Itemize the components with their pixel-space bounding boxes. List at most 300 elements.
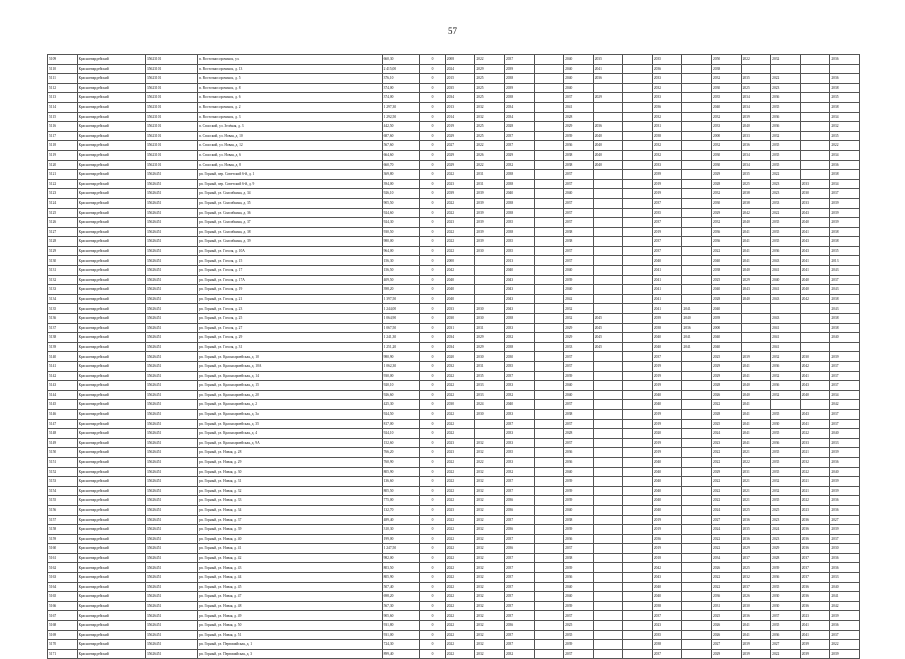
table-cell: [623, 266, 653, 276]
table-cell: 2038: [504, 179, 534, 189]
table-row: [48, 122, 860, 132]
table-cell: 2038: [564, 160, 594, 170]
table-cell: 0: [420, 352, 446, 362]
table-cell: 0: [420, 390, 446, 400]
table-cell: 35626451: [145, 333, 197, 343]
table-cell: [534, 74, 564, 84]
table-cell: 2031: [712, 601, 742, 611]
table-cell: [682, 352, 712, 362]
table-cell: 2023: [800, 505, 830, 515]
table-cell: [682, 294, 712, 304]
table-cell: 2030: [800, 352, 830, 362]
table-cell: Красногвардейский: [77, 534, 145, 544]
table-cell: 2025: [712, 611, 742, 621]
table-cell: [800, 323, 830, 333]
table-cell: 2023: [445, 179, 475, 189]
table-row: [48, 525, 860, 535]
table-cell: 2043: [800, 409, 830, 419]
table-row: [48, 102, 860, 112]
table-cell: рп. Горный, ул. Красноармейская, д. 15: [197, 381, 382, 391]
table-cell: 2041: [830, 592, 860, 602]
table-cell: 2035: [830, 131, 860, 141]
table-cell: 2032: [771, 131, 801, 141]
table-cell: 2037: [652, 611, 682, 621]
table-cell: 156,30: [382, 256, 420, 266]
table-cell: 2039: [652, 170, 682, 180]
table-cell: 2018: [652, 553, 682, 563]
table-cell: [741, 314, 771, 324]
table-cell: 5134: [48, 294, 78, 304]
table-cell: 2042: [564, 294, 594, 304]
table-cell: 660,30: [382, 55, 420, 65]
table-cell: рп. Горный, ул. Гоголя, д. 21: [197, 294, 382, 304]
table-cell: 2039: [475, 218, 505, 228]
table-cell: 2035: [504, 448, 534, 458]
table-cell: 2041: [741, 237, 771, 247]
table-cell: 2030: [712, 150, 742, 160]
table-cell: [623, 573, 653, 583]
table-cell: 2041: [800, 419, 830, 429]
table-cell: 2022: [475, 160, 505, 170]
table-cell: Красногвардейский: [77, 400, 145, 410]
table-cell: 2038: [830, 102, 860, 112]
table-cell: 2036: [504, 505, 534, 515]
table-cell: 0: [420, 208, 446, 218]
table-cell: [534, 122, 564, 132]
table-cell: [623, 256, 653, 266]
table-cell: 2022: [445, 371, 475, 381]
table-row: [48, 304, 860, 314]
table-cell: [682, 208, 712, 218]
table-cell: 156,50: [382, 266, 420, 276]
table-row: [48, 170, 860, 180]
table-cell: 0: [420, 74, 446, 84]
table-cell: [623, 112, 653, 122]
table-cell: 2032: [475, 534, 505, 544]
table-cell: Красногвардейский: [77, 294, 145, 304]
table-cell: 2037: [564, 198, 594, 208]
table-cell: п. Восточносорочинск, д. 8: [197, 83, 382, 93]
table-cell: Красногвардейский: [77, 275, 145, 285]
table-cell: рп. Горный, ул. Красноармейская, д. 20: [197, 390, 382, 400]
table-cell: 35623101: [145, 55, 197, 65]
table-row: [48, 505, 860, 515]
table-cell: 982,00: [382, 553, 420, 563]
table-cell: 2022: [445, 486, 475, 496]
table-cell: 2034: [504, 102, 534, 112]
table-cell: 5151: [48, 457, 78, 467]
table-cell: 2040: [712, 285, 742, 295]
table-cell: 2036: [771, 573, 801, 583]
table-cell: рп. Горный, ул. Гоголя, д. 25: [197, 314, 382, 324]
table-cell: 2031: [652, 122, 682, 132]
table-cell: 2032: [741, 573, 771, 583]
table-cell: 2038: [830, 83, 860, 93]
table-cell: 2039: [741, 649, 771, 659]
table-cell: Красногвардейский: [77, 323, 145, 333]
table-cell: [593, 573, 623, 583]
table-cell: 35623101: [145, 160, 197, 170]
table-cell: 2022: [445, 515, 475, 525]
table-cell: рп. Горный, ул. Новая, д. 44: [197, 573, 382, 583]
table-cell: 2036: [504, 621, 534, 631]
table-cell: [534, 275, 564, 285]
table-cell: 2038: [504, 198, 534, 208]
table-cell: 5156: [48, 505, 78, 515]
table-cell: 2033: [652, 93, 682, 103]
table-cell: 1 244,00: [382, 304, 420, 314]
table-cell: [534, 582, 564, 592]
table-row: [48, 141, 860, 151]
table-cell: 2022: [771, 649, 801, 659]
table-cell: 2022: [445, 534, 475, 544]
table-cell: 2035: [771, 409, 801, 419]
table-cell: 35626451: [145, 534, 197, 544]
table-cell: [682, 141, 712, 151]
table-cell: [682, 74, 712, 84]
table-cell: 2030: [445, 314, 475, 324]
table-cell: [534, 505, 564, 515]
table-cell: 2036: [771, 630, 801, 640]
table-cell: [682, 218, 712, 228]
table-cell: [534, 496, 564, 506]
table-cell: 2041: [741, 630, 771, 640]
table-cell: 5148: [48, 429, 78, 439]
table-cell: [475, 285, 505, 295]
table-cell: 2035: [830, 246, 860, 256]
table-cell: 2037: [830, 409, 860, 419]
table-row: [48, 611, 860, 621]
table-cell: 0: [420, 150, 446, 160]
table-cell: 2040: [445, 275, 475, 285]
table-cell: 2032: [475, 525, 505, 535]
table-cell: 35626451: [145, 179, 197, 189]
table-cell: [593, 630, 623, 640]
table-row: [48, 285, 860, 295]
table-cell: 442,50: [382, 122, 420, 132]
table-cell: [475, 256, 505, 266]
table-cell: [534, 256, 564, 266]
table-cell: [741, 342, 771, 352]
table-cell: 35626451: [145, 170, 197, 180]
table-cell: 664,60: [382, 150, 420, 160]
table-cell: Красногвардейский: [77, 611, 145, 621]
table-cell: 5152: [48, 467, 78, 477]
table-cell: [682, 83, 712, 93]
table-cell: 2029: [741, 275, 771, 285]
table-cell: 2022: [445, 592, 475, 602]
table-cell: 35626451: [145, 649, 197, 659]
table-cell: 2039: [475, 198, 505, 208]
table-cell: 2041: [800, 256, 830, 266]
table-cell: 35626451: [145, 505, 197, 515]
table-cell: 2039: [475, 227, 505, 237]
table-cell: 2040: [800, 390, 830, 400]
table-cell: 2019: [652, 179, 682, 189]
table-cell: 0: [420, 112, 446, 122]
table-cell: 0: [420, 477, 446, 487]
table-cell: 2041: [741, 256, 771, 266]
table-cell: 35626451: [145, 630, 197, 640]
table-cell: [534, 601, 564, 611]
table-cell: 2022: [712, 246, 742, 256]
table-cell: 2037: [504, 553, 534, 563]
table-cell: 2040: [712, 102, 742, 112]
table-cell: 2025: [475, 131, 505, 141]
table-cell: [593, 170, 623, 180]
table-cell: 2037: [504, 601, 534, 611]
table-cell: 0: [420, 333, 446, 343]
table-cell: 2043: [652, 573, 682, 583]
table-cell: 0: [420, 563, 446, 573]
table-cell: [623, 438, 653, 448]
table-cell: 0: [420, 429, 446, 439]
table-cell: 2033: [504, 438, 534, 448]
table-cell: 2036: [652, 64, 682, 74]
table-cell: [830, 342, 860, 352]
table-cell: 2021: [741, 477, 771, 487]
table-cell: 2037: [652, 649, 682, 659]
table-cell: рп. Горный, пер. Советский 6-й, д. 9: [197, 179, 382, 189]
table-cell: 930,00: [382, 371, 420, 381]
table-cell: 35626451: [145, 381, 197, 391]
table-cell: [623, 55, 653, 65]
table-cell: 2032: [564, 314, 594, 324]
table-cell: 2022: [800, 429, 830, 439]
table-cell: 2036: [830, 553, 860, 563]
table-cell: 2023: [771, 189, 801, 199]
table-cell: рп. Горный, ул. Спасибкина, д. 35: [197, 198, 382, 208]
table-cell: 2037: [504, 419, 534, 429]
table-cell: 5110: [48, 64, 78, 74]
table-cell: 2040: [712, 304, 742, 314]
table-cell: 2041: [800, 266, 830, 276]
table-row: [48, 150, 860, 160]
table-cell: 35623101: [145, 131, 197, 141]
table-cell: 35623101: [145, 83, 197, 93]
table-cell: 2022: [445, 457, 475, 467]
table-cell: 2008: [445, 55, 475, 65]
table-cell: Красногвардейский: [77, 93, 145, 103]
table-cell: [534, 381, 564, 391]
table-cell: 2022: [445, 601, 475, 611]
table-cell: 2022: [771, 74, 801, 84]
table-cell: 2020: [445, 352, 475, 362]
table-cell: 2031: [445, 323, 475, 333]
table-cell: [830, 64, 860, 74]
table-cell: 2023: [445, 505, 475, 515]
table-cell: [534, 141, 564, 151]
table-cell: [593, 304, 623, 314]
table-cell: 2039: [800, 649, 830, 659]
table-cell: 2036: [652, 534, 682, 544]
table-cell: рп. Горный, ул. Красноармейская, д. 10А: [197, 362, 382, 372]
table-cell: [534, 294, 564, 304]
table-cell: 2041: [741, 400, 771, 410]
table-cell: 926,10: [382, 189, 420, 199]
table-cell: 0: [420, 649, 446, 659]
table-cell: [623, 381, 653, 391]
table-cell: 660,70: [382, 160, 420, 170]
table-cell: 2027: [445, 141, 475, 151]
table-cell: 2032: [504, 160, 534, 170]
table-cell: [593, 553, 623, 563]
table-cell: [534, 400, 564, 410]
table-cell: 35626451: [145, 544, 197, 554]
table-cell: 152,60: [382, 438, 420, 448]
table-cell: 2032: [712, 74, 742, 84]
table-cell: 2040: [504, 189, 534, 199]
table-cell: 2039: [504, 83, 534, 93]
table-cell: 2036: [564, 457, 594, 467]
table-cell: [682, 246, 712, 256]
table-cell: рп. Горный, ул. Красноармейская, д. 14: [197, 371, 382, 381]
table-cell: 2040: [564, 266, 594, 276]
table-cell: 2040: [564, 285, 594, 295]
table-cell: [475, 429, 505, 439]
table-cell: 2024: [475, 400, 505, 410]
table-cell: 0: [420, 409, 446, 419]
table-row: [48, 477, 860, 487]
table-cell: 2040: [652, 486, 682, 496]
table-cell: 2042: [830, 400, 860, 410]
table-cell: 2032: [445, 362, 475, 372]
table-cell: 2041: [682, 342, 712, 352]
table-cell: 2025: [712, 352, 742, 362]
table-cell: 2036: [741, 141, 771, 151]
table-cell: 1 062,30: [382, 362, 420, 372]
table-cell: 376,10: [382, 74, 420, 84]
table-cell: 35626451: [145, 285, 197, 295]
table-cell: [682, 448, 712, 458]
table-cell: 2022: [445, 525, 475, 535]
table-cell: 2034: [830, 150, 860, 160]
table-cell: 924,60: [382, 208, 420, 218]
table-cell: 2040: [564, 505, 594, 515]
table-cell: 5119: [48, 150, 78, 160]
table-cell: Красногвардейский: [77, 112, 145, 122]
table-cell: 2031: [741, 467, 771, 477]
table-cell: 2037: [652, 237, 682, 247]
table-cell: [593, 266, 623, 276]
table-cell: 0: [420, 553, 446, 563]
table-cell: рп. Горный, ул. Новая, д. 49: [197, 611, 382, 621]
table-cell: [623, 630, 653, 640]
table-cell: [534, 189, 564, 199]
table-cell: 2039: [564, 371, 594, 381]
table-cell: [623, 640, 653, 650]
table-cell: рп. Горный, ул. Спасибкина, д. 36: [197, 208, 382, 218]
table-cell: 2035: [564, 630, 594, 640]
table-cell: 2025: [741, 505, 771, 515]
table-cell: рп. Горный, ул. Красноармейская, д. 4: [197, 429, 382, 439]
table-cell: [682, 64, 712, 74]
table-cell: 2033: [800, 179, 830, 189]
table-cell: 0: [420, 448, 446, 458]
table-cell: 2039: [564, 525, 594, 535]
table-cell: 5146: [48, 409, 78, 419]
table-cell: 724,30: [382, 640, 420, 650]
table-cell: 2039: [564, 131, 594, 141]
table-cell: 2037: [504, 371, 534, 381]
table-cell: 2034: [830, 390, 860, 400]
table-cell: п. Восточносорочинск, д. 2: [197, 102, 382, 112]
table-cell: 2032: [771, 486, 801, 496]
table-cell: 2028: [771, 553, 801, 563]
table-cell: [623, 448, 653, 458]
table-cell: Красногвардейский: [77, 496, 145, 506]
table-cell: 2037: [564, 649, 594, 659]
table-cell: 2036: [800, 582, 830, 592]
table-cell: 2039: [564, 640, 594, 650]
table-cell: 2040: [652, 477, 682, 487]
table-cell: Красногвардейский: [77, 582, 145, 592]
table-cell: 2043: [771, 294, 801, 304]
table-cell: 2019: [652, 515, 682, 525]
table-cell: 0: [420, 544, 446, 554]
table-cell: 2029: [712, 467, 742, 477]
table-cell: рп. Горный, ул. Новая, д. 37: [197, 515, 382, 525]
table-cell: [623, 218, 653, 228]
table-cell: 2035: [771, 150, 801, 160]
table-row: [48, 515, 860, 525]
table-cell: 2022: [445, 640, 475, 650]
table-cell: 0: [420, 141, 446, 151]
table-cell: [534, 160, 564, 170]
table-cell: 35626451: [145, 227, 197, 237]
table-cell: 507,40: [382, 582, 420, 592]
table-cell: [593, 198, 623, 208]
table-cell: 2032: [475, 467, 505, 477]
table-cell: 2 415,00: [382, 64, 420, 74]
table-cell: 2029: [741, 544, 771, 554]
table-cell: 980,90: [382, 352, 420, 362]
table-cell: 35623101: [145, 64, 197, 74]
table-cell: 0: [420, 400, 446, 410]
page-number: 57: [448, 26, 457, 36]
table-cell: 2025: [712, 275, 742, 285]
table-cell: 2041: [771, 266, 801, 276]
table-cell: 0: [420, 218, 446, 228]
table-cell: Красногвардейский: [77, 429, 145, 439]
table-row: [48, 553, 860, 563]
table-cell: [682, 409, 712, 419]
table-cell: 0: [420, 534, 446, 544]
table-cell: 2037: [504, 477, 534, 487]
table-cell: 35623101: [145, 141, 197, 151]
table-cell: 2022: [475, 457, 505, 467]
table-cell: [593, 227, 623, 237]
table-cell: [534, 266, 564, 276]
table-cell: [623, 457, 653, 467]
table-cell: [623, 390, 653, 400]
table-cell: [682, 93, 712, 103]
table-cell: 2041: [771, 333, 801, 343]
table-cell: 35626451: [145, 218, 197, 228]
table-cell: 35626451: [145, 582, 197, 592]
table-cell: 2033: [741, 131, 771, 141]
table-cell: 899,40: [382, 649, 420, 659]
table-cell: [593, 275, 623, 285]
table-cell: 2040: [800, 275, 830, 285]
table-cell: 2041: [771, 342, 801, 352]
table-cell: 2041: [682, 333, 712, 343]
table-cell: 2032: [652, 141, 682, 151]
table-cell: 2022: [445, 409, 475, 419]
table-cell: 0: [420, 640, 446, 650]
table-cell: [800, 333, 830, 343]
table-cell: [623, 314, 653, 324]
